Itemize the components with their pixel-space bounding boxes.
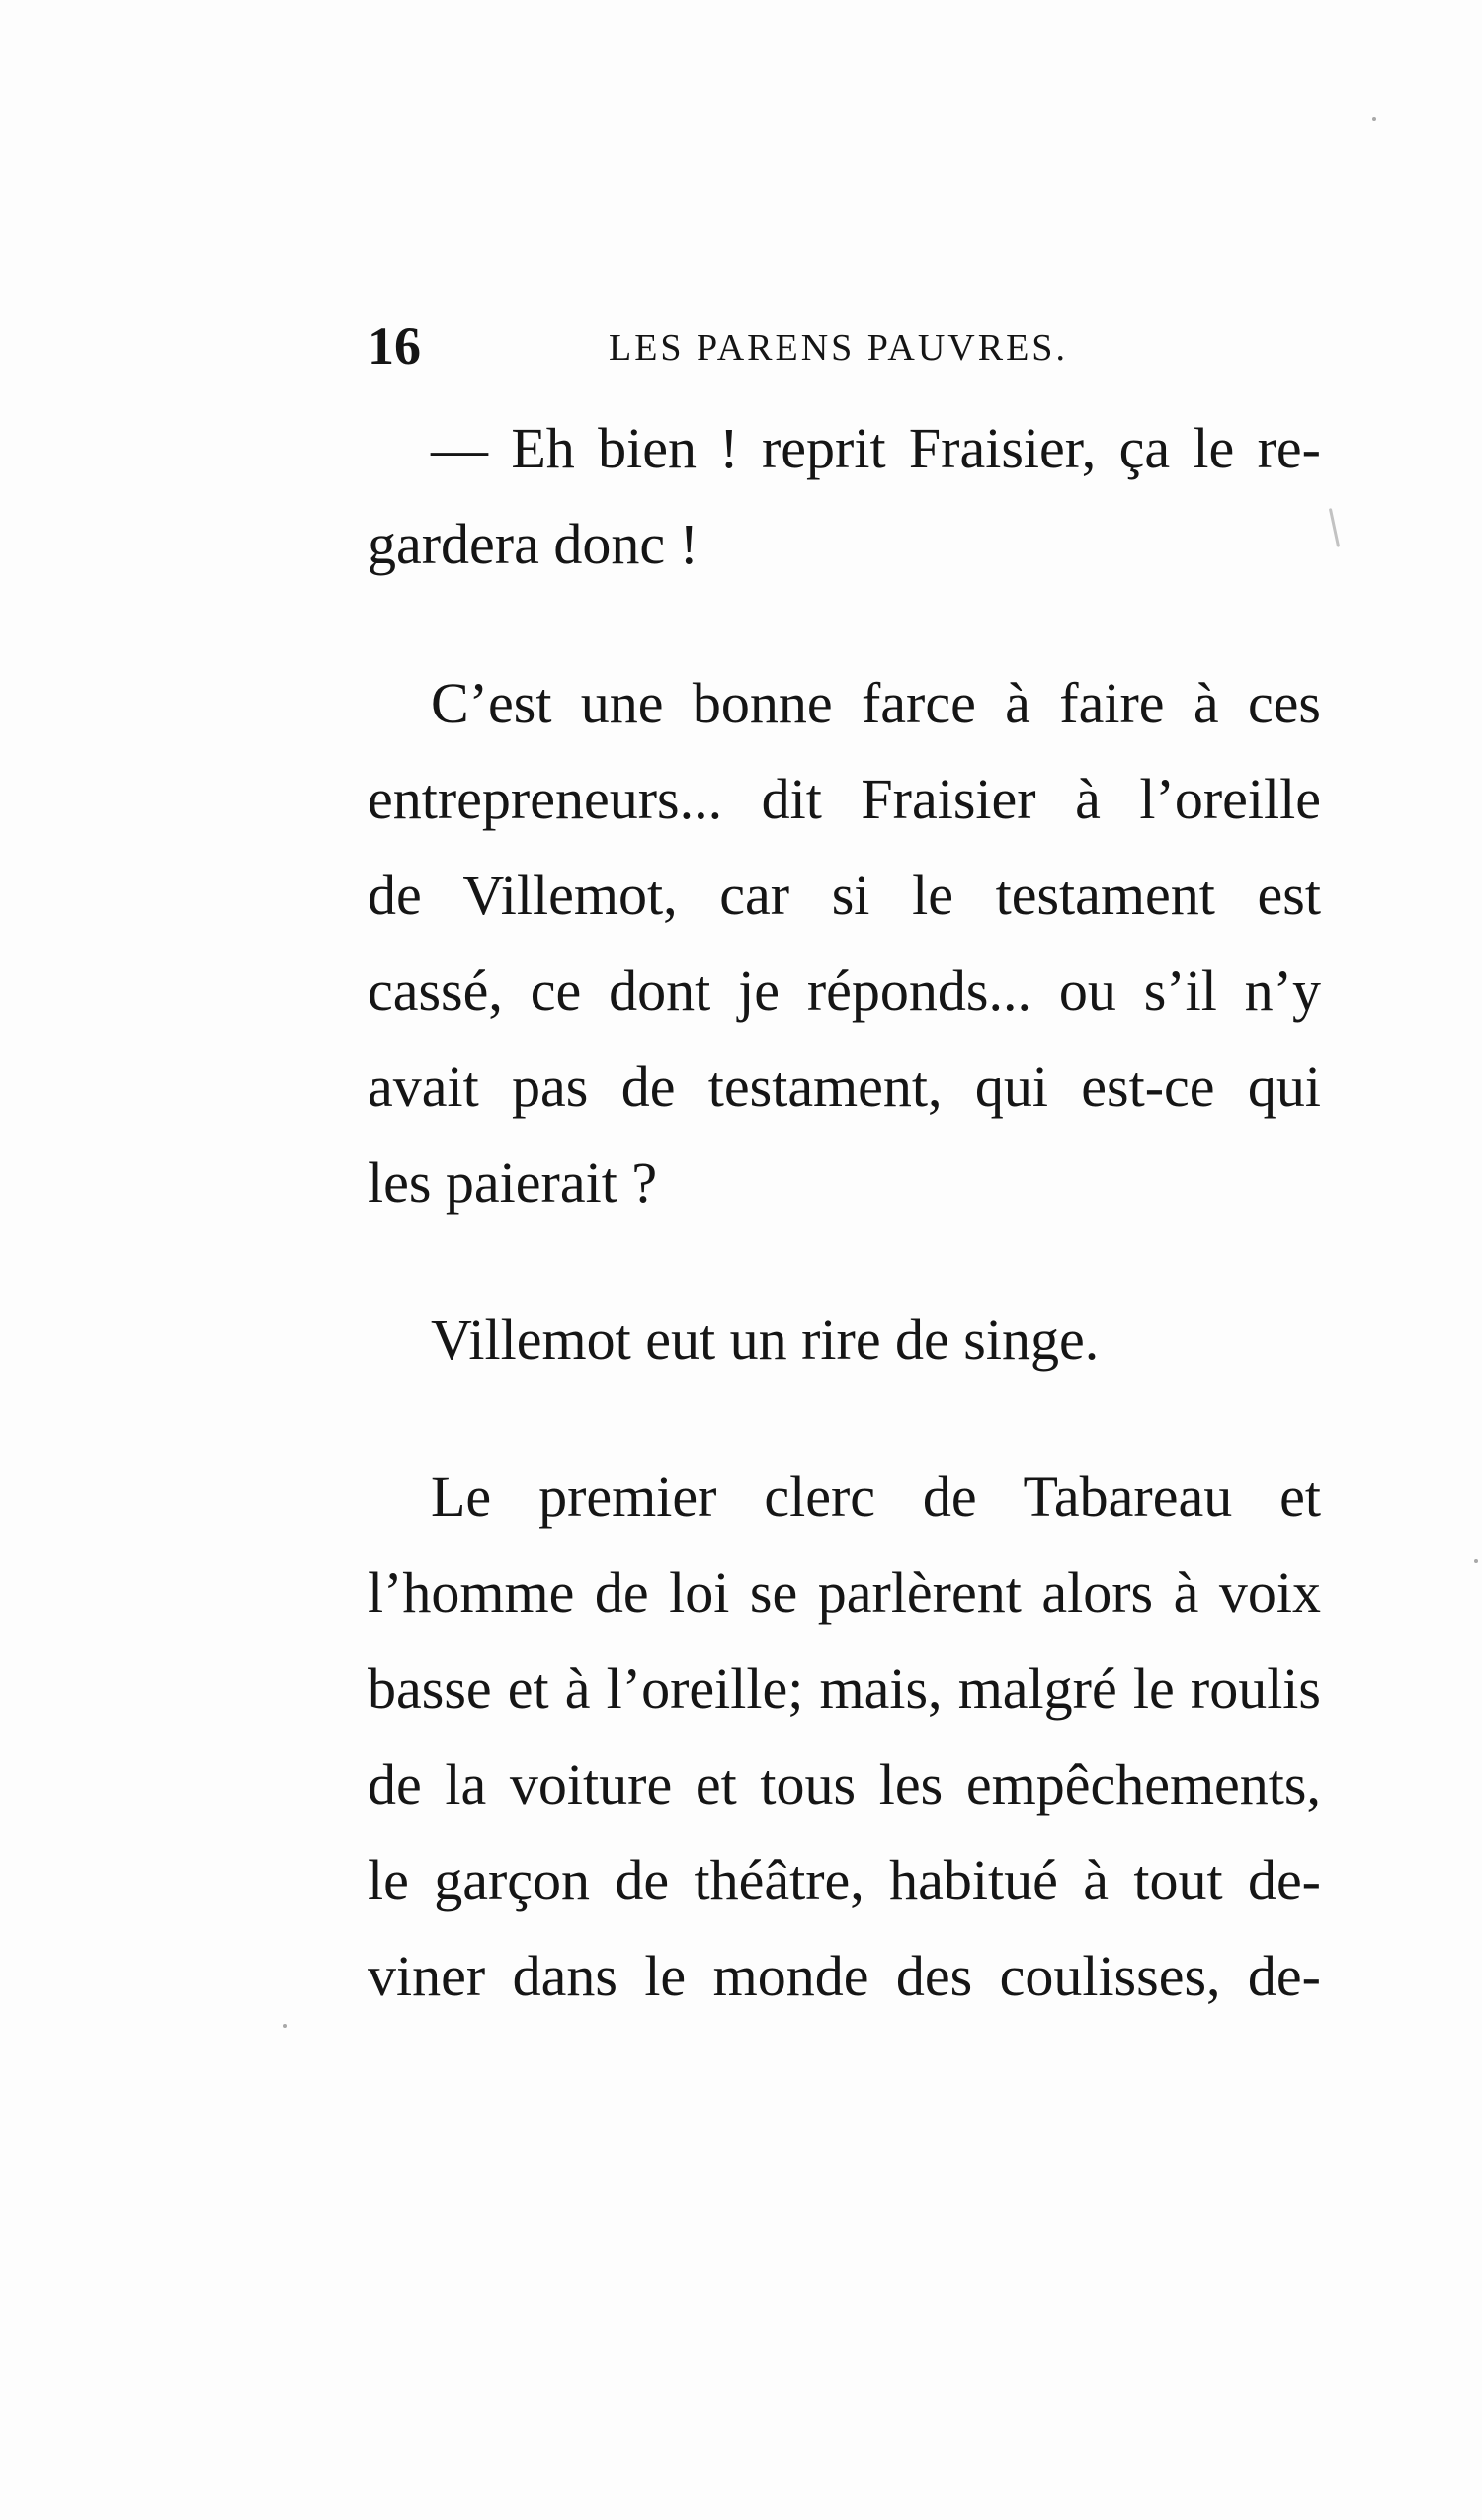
paper-speck — [1474, 1559, 1478, 1563]
text-line: Le premier clerc de Tabareau et — [431, 1465, 1321, 1529]
text-line: entrepreneurs... dit Fraisier à l’oreille — [368, 767, 1321, 831]
margin-scratch — [1329, 508, 1340, 547]
text-line: avait pas de testament, qui est-ce qui — [368, 1054, 1321, 1119]
body-text — [368, 400, 1321, 2024]
running-title: LES PARENS PAUVRES. — [609, 327, 1068, 369]
text-line: basse et à l’oreille; mais, malgré le roulis — [368, 1656, 1321, 1721]
text-line: les paierait ? — [368, 1150, 658, 1215]
paper-speck — [283, 2024, 287, 2028]
text-line: C’est une bonne farce à faire à ces — [431, 671, 1321, 735]
paper-speck — [1372, 117, 1376, 121]
paragraph — [368, 655, 1321, 1230]
text-line: — Eh bien ! reprit Fraisier, ça le re- — [431, 416, 1321, 480]
text-line: le garçon de théâtre, habitué à tout de- — [368, 1848, 1321, 1912]
paragraph — [368, 1292, 1321, 1387]
text-line: gardera donc ! — [368, 512, 699, 576]
paragraph — [368, 1449, 1321, 2024]
text-line: de la voiture et tous les empêchements, — [368, 1752, 1321, 1816]
text-line: de Villemot, car si le testament est — [368, 863, 1321, 927]
text-line: cassé, ce dont je réponds... ou s’il n’y — [368, 959, 1321, 1023]
page-header — [368, 314, 1336, 383]
text-line: Villemot eut un rire de singe. — [431, 1307, 1100, 1372]
page-number: 16 — [368, 316, 421, 376]
text-line: l’homme de loi se parlèrent alors à voix — [368, 1560, 1321, 1625]
paragraph — [368, 400, 1321, 592]
text-line: viner dans le monde des coulisses, de- — [368, 1944, 1321, 2008]
